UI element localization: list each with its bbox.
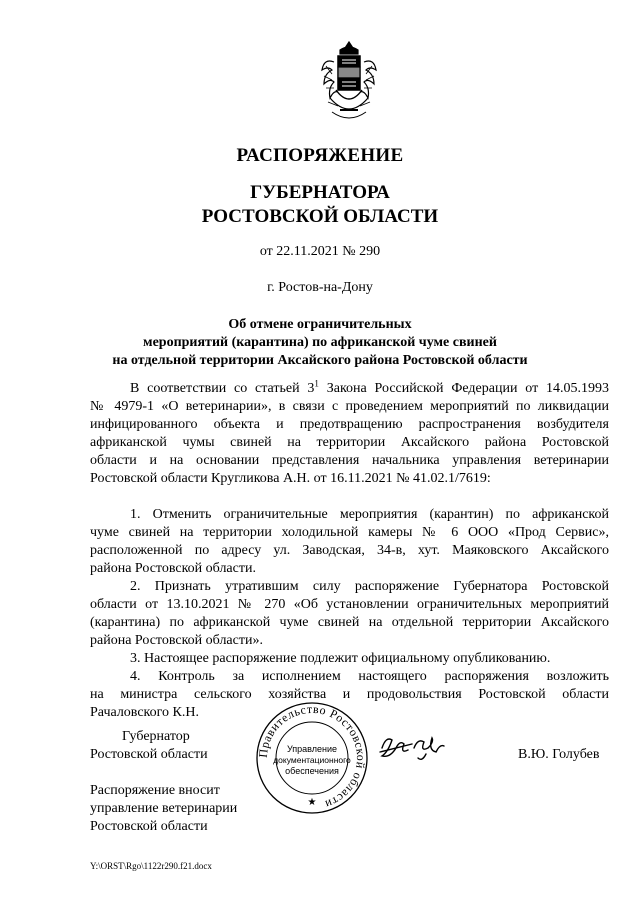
preamble-line-5: области и на основании представления начальника управления ветеринарии bbox=[90, 453, 609, 468]
preamble-line-4: африканской чумы свиней на территории Аксайского района Ростовской bbox=[90, 435, 609, 450]
preamble-line-3: инфицированного объекта и предотвращению распространения возбудителя bbox=[90, 417, 609, 432]
document-type-title: РАСПОРЯЖЕНИЕ bbox=[236, 145, 404, 166]
subject-line1: Об отмене ограничительных bbox=[228, 317, 412, 332]
submitted-by-line3: Ростовской области bbox=[90, 819, 208, 834]
stamp-center-line2: документационного bbox=[273, 755, 351, 765]
item-line: Рачаловского К.Н. bbox=[90, 705, 199, 720]
city: г. Ростов-на-Дону bbox=[267, 280, 373, 295]
item-line: 2. Признать утратившим силу распоряжение Губернатора Ростовской bbox=[130, 579, 609, 594]
item-line: расположенной по адресу ул. Заводская, 34-в, хут. Маяковского Аксайского bbox=[90, 543, 609, 558]
date-and-number: от 22.11.2021 № 290 bbox=[259, 244, 381, 259]
issuer-title-line2: РОСТОВСКОЙ ОБЛАСТИ bbox=[201, 206, 439, 227]
handwritten-signature bbox=[378, 730, 458, 766]
preamble-line-6: Ростовской области Кругликова А.Н. от 16.11.2021 № 41.02.1/7619: bbox=[90, 471, 491, 486]
preamble-paragraph bbox=[90, 380, 609, 488]
stamp-center-line1: Управление bbox=[286, 744, 338, 754]
svg-text:★: ★ bbox=[307, 797, 317, 808]
submitted-by-line1: Распоряжение вносит bbox=[90, 783, 220, 798]
item-line: района Ростовской области». bbox=[90, 633, 263, 648]
item-line: (карантина) по африканской чуме свиней на отдельной территории Аксайского bbox=[90, 615, 609, 630]
preamble-line-2: № 4979-1 «О ветеринарии», в связи с проведением мероприятий по ликвидации bbox=[90, 399, 609, 414]
subject-line3: на отдельной территории Аксайского района Ростовской области bbox=[112, 353, 528, 368]
item-line: 1. Отменить ограничительные мероприятия (карантин) по африканской bbox=[130, 507, 609, 522]
official-stamp bbox=[254, 700, 370, 816]
issuer-title-line1: ГУБЕРНАТОРА bbox=[250, 182, 390, 203]
item-line: района Ростовской области. bbox=[90, 561, 256, 576]
item-line: 4. Контроль за исполнением настоящего распоряжения возложить bbox=[130, 669, 609, 684]
item-1 bbox=[90, 506, 609, 578]
stamp-center-line3: обеспечения bbox=[285, 766, 339, 776]
submitted-by-line2: управление ветеринарии bbox=[90, 801, 238, 816]
item-line: 3. Настоящее распоряжение подлежит официальному опубликованию. bbox=[130, 651, 551, 666]
item-line: области от 13.10.2021 № 270 «Об установлении ограничительных мероприятий bbox=[90, 597, 609, 612]
item-2 bbox=[90, 578, 609, 650]
signatory-name: В.Ю. Голубев bbox=[518, 747, 600, 762]
signatory-title-line2: Ростовской области bbox=[90, 747, 208, 762]
preamble-line-1: В соответствии со статьей $3^1$ Закона Российской Федерации от 14.05.1993 bbox=[130, 378, 609, 396]
file-path-footer: Y:\ORST\Rgo\1122r290.f21.docx bbox=[90, 861, 212, 871]
coat-of-arms-emblem bbox=[318, 40, 380, 122]
item-line: на министра сельского хозяйства и продовольствия Ростовской области bbox=[90, 687, 609, 702]
item-line: чуме свиней на территории холодильной камеры № 6 ООО «Прод Сервис», bbox=[90, 525, 609, 540]
subject-line2: мероприятий (карантина) по африканской чуме свиней bbox=[143, 335, 497, 350]
signatory-title-line1: Губернатор bbox=[122, 729, 190, 744]
item-3 bbox=[90, 650, 609, 668]
stamp-ring-text: Правительство Ростовской области bbox=[255, 701, 369, 812]
